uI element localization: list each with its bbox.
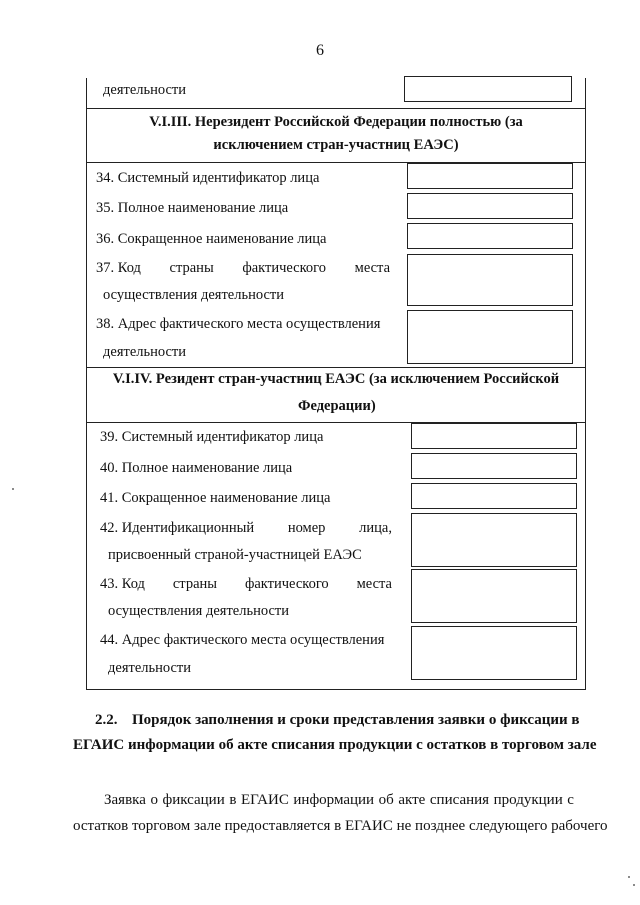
- section-divider: [86, 367, 586, 368]
- item-37-word: фактического: [242, 260, 327, 276]
- section-2-2-number: 2.2.: [95, 712, 118, 728]
- item-44-field[interactable]: [411, 626, 577, 680]
- paragraph-line1: [104, 792, 574, 809]
- section-iv-title-line2: Федерации): [298, 398, 376, 414]
- paragraph-word: с: [567, 792, 574, 808]
- item-41-field[interactable]: [411, 483, 577, 509]
- section-viii-title-line2: исключением стран-участниц ЕАЭС): [213, 137, 459, 153]
- item-36-field[interactable]: [407, 223, 573, 249]
- paragraph-word: ЕГАИС: [240, 792, 289, 808]
- item-37-word: 37. Код: [96, 260, 141, 276]
- item-37-field[interactable]: [407, 254, 573, 306]
- item-42-label-line1: [100, 520, 392, 537]
- item-43-word: фактического: [244, 576, 329, 592]
- item-43-label-line1: [100, 576, 392, 593]
- item-42-field[interactable]: [411, 513, 577, 567]
- item-38-label-line2: деятельности: [103, 344, 187, 360]
- paragraph-word: информации: [293, 792, 375, 808]
- section-viii-title-line1: V.I.III. Нерезидент Российской Федерации полностью (за: [149, 114, 523, 130]
- item-42-word: номер: [287, 520, 326, 536]
- paragraph-word: о: [150, 792, 158, 808]
- item-43-field[interactable]: [411, 569, 577, 623]
- item-38-field[interactable]: [407, 310, 573, 364]
- item-44-label-line1: 44. Адрес фактического места осуществления: [100, 632, 385, 648]
- item-37-word: страны: [169, 260, 214, 276]
- paragraph-word: об: [378, 792, 394, 808]
- item-37-label-line1: [96, 260, 390, 277]
- paragraph-word: в: [229, 792, 237, 808]
- item-43-word: страны: [172, 576, 218, 592]
- scan-speck: [628, 876, 630, 878]
- item-35-field[interactable]: [407, 193, 573, 219]
- item-41-label: 41. Сокращенное наименование лица: [100, 490, 331, 506]
- item-44-label-line2: деятельности: [108, 660, 192, 676]
- item-43-word: 43. Код: [100, 576, 145, 592]
- item-34-field[interactable]: [407, 163, 573, 189]
- field-box-continued: [404, 76, 572, 102]
- item-39-label: 39. Системный идентификатор лица: [100, 429, 324, 445]
- item-40-field[interactable]: [411, 453, 577, 479]
- item-37-word: места: [354, 260, 390, 276]
- table-bottom-border: [86, 689, 586, 690]
- section-divider: [86, 108, 586, 109]
- scan-speck: [633, 884, 635, 886]
- item-35-label: 35. Полное наименование лица: [96, 200, 289, 216]
- item-34-label: 34. Системный идентификатор лица: [96, 170, 320, 186]
- item-40-label: 40. Полное наименование лица: [100, 460, 293, 476]
- item-42-label-line2: присвоенный страной-участницей ЕАЭС: [108, 547, 362, 563]
- paragraph-line2: остатков торговом зале предоставляется в ЕГАИС не позднее следующего рабочего: [73, 818, 608, 834]
- item-36-label: 36. Сокращенное наименование лица: [96, 231, 327, 247]
- item-38-label-line1: 38. Адрес фактического места осуществления: [96, 316, 381, 332]
- row-text-continued: деятельности: [103, 82, 187, 98]
- paragraph-word: акте: [398, 792, 426, 808]
- paragraph-word: фиксации: [162, 792, 225, 808]
- section-2-2-heading-line1: Порядок заполнения и сроки представления заявки о фиксации в: [132, 712, 580, 728]
- section-iv-title-line1: V.I.IV. Резидент стран-участниц ЕАЭС (за исключением Российской: [112, 371, 560, 387]
- scan-speck: [12, 488, 14, 490]
- item-42-word: лица,: [359, 520, 392, 536]
- item-37-label-line2: осуществления деятельности: [103, 287, 284, 303]
- item-39-field[interactable]: [411, 423, 577, 449]
- item-43-label-line2: осуществления деятельности: [108, 603, 289, 619]
- paragraph-word: списания: [429, 792, 490, 808]
- item-42-word: 42. Идентификационный: [100, 520, 255, 536]
- page-number: 6: [316, 42, 324, 59]
- section-2-2-heading-line2: ЕГАИС информации об акте списания продукции с остатков в торговом зале: [73, 737, 597, 753]
- item-43-word: места: [356, 576, 392, 592]
- paragraph-word: Заявка: [104, 792, 146, 808]
- paragraph-word: продукции: [493, 792, 563, 808]
